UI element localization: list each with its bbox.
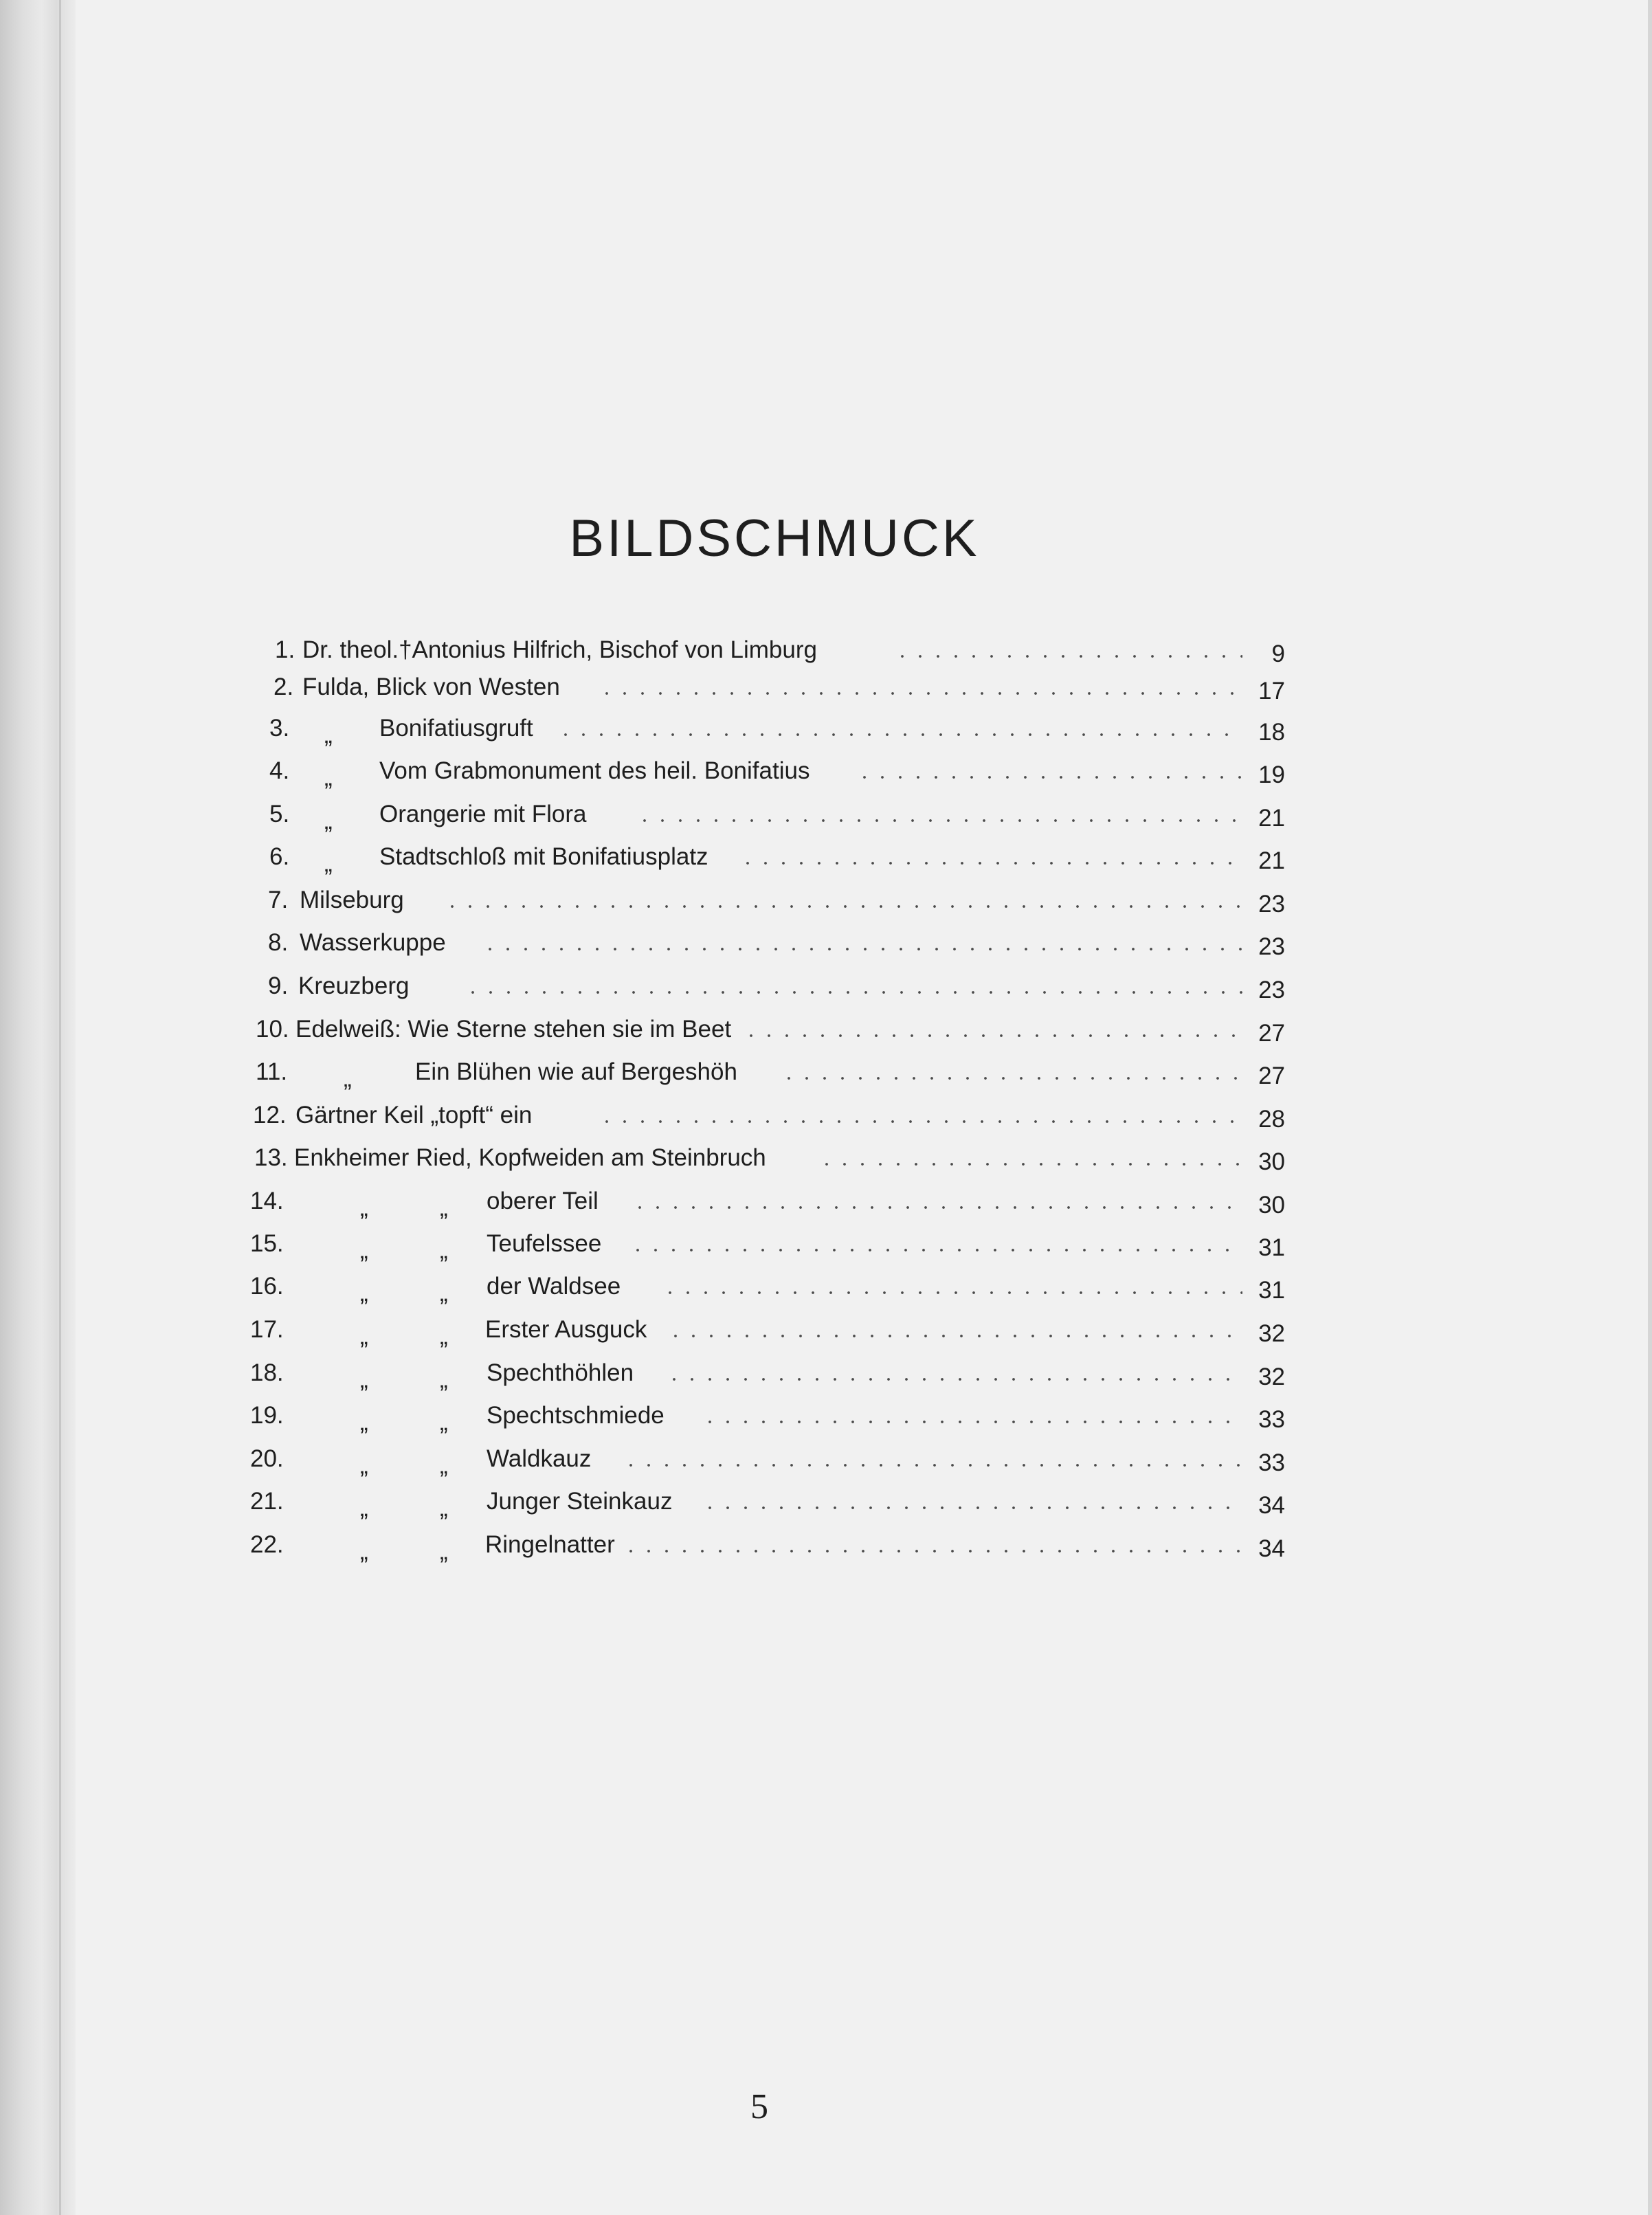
leader-dots [739,861,1242,865]
entry-page: 21 [1258,847,1285,874]
list-item [0,750,1652,792]
entry-page: 17 [1258,678,1285,704]
leader-dots [701,1420,1242,1424]
ditto-mark: „ [360,1280,368,1306]
ditto-mark: „ [360,1495,368,1522]
list-item [0,1009,1652,1050]
entry-page: 32 [1258,1320,1285,1347]
entry-title: Waldkauz [487,1445,592,1472]
entry-page: 23 [1258,977,1285,1003]
entry-number: 3. [269,715,290,742]
entry-number: 12. [253,1102,287,1128]
leader-dots [893,654,1242,658]
list-item [0,1353,1652,1394]
list-item [0,708,1652,749]
ditto-mark-second: „ [440,1538,448,1565]
ditto-mark-second: „ [440,1237,448,1264]
leader-dots [557,733,1242,737]
leader-dots [856,775,1242,779]
entry-title: Orangerie mit Flora [379,801,587,827]
entry-number: 8. [268,929,289,956]
entry-title: Gärtner Keil „topft“ ein [295,1102,533,1128]
entry-title: oberer Teil [487,1188,599,1214]
ditto-mark: „ [324,764,333,791]
list-item [0,1223,1652,1265]
list-item [0,1137,1652,1179]
entry-number: 18. [250,1359,284,1386]
list-item [0,667,1652,708]
leader-dots [818,1162,1242,1166]
list-item [0,1481,1652,1522]
ditto-mark: „ [324,808,333,834]
entry-number: 20. [250,1445,284,1472]
list-item [0,836,1652,878]
entry-number: 10. [256,1016,289,1043]
ditto-mark-second: „ [440,1495,448,1522]
leader-dots [631,1205,1242,1210]
ditto-mark: „ [324,850,333,877]
entry-number: 19. [250,1402,284,1429]
ditto-mark-second: „ [440,1366,448,1393]
ditto-mark: „ [324,722,333,748]
entry-title: Wasserkuppe [300,929,446,956]
leader-dots [636,819,1242,823]
entry-page: 34 [1258,1492,1285,1519]
entry-page: 34 [1258,1535,1285,1562]
entry-number: 16. [250,1273,284,1300]
list-item [0,966,1652,1007]
leader-dots [780,1076,1242,1080]
entry-page: 19 [1258,761,1285,788]
entry-number: 13. [254,1144,288,1171]
entry-page: 33 [1258,1406,1285,1433]
entry-page: 18 [1258,719,1285,746]
ditto-mark: „ [344,1065,352,1092]
list-item [0,1438,1652,1480]
ditto-mark: „ [360,1409,368,1436]
list-item [0,880,1652,921]
ditto-mark: „ [360,1194,368,1221]
entry-number: 4. [269,757,290,784]
list-item [0,1309,1652,1350]
ditto-mark-second: „ [440,1323,448,1350]
ditto-mark: „ [360,1366,368,1393]
leader-dots [443,904,1242,909]
leader-dots [742,1034,1242,1038]
leader-dots [481,947,1242,951]
entry-page: 27 [1258,1062,1285,1089]
entry-page: 23 [1258,891,1285,917]
entry-title: Fulda, Blick von Westen [302,674,560,700]
entry-title: Milseburg [300,887,404,913]
entry-title: Enkheimer Ried, Kopfweiden am Steinbruch [294,1144,766,1171]
entry-number: 11. [256,1058,288,1085]
entry-page: 27 [1258,1020,1285,1047]
entry-title: Teufelssee [487,1230,602,1257]
list-item [0,1524,1652,1566]
list-item [0,1395,1652,1436]
entry-number: 7. [268,887,289,913]
list-item [0,794,1652,835]
leader-dots [667,1334,1242,1338]
ditto-mark: „ [360,1237,368,1264]
entry-title: Ein Blühen wie auf Bergeshöh [415,1058,737,1085]
entry-title: Ringelnatter [485,1531,615,1558]
page-title: BILDSCHMUCK [569,509,980,568]
entry-page: 31 [1258,1277,1285,1304]
entry-title: Edelweiß: Wie Sterne stehen sie im Beet [295,1016,732,1043]
ditto-mark: „ [360,1323,368,1350]
leader-dots [598,1120,1242,1124]
entry-number: 6. [269,843,290,870]
entry-number: 15. [250,1230,284,1257]
ditto-mark-second: „ [440,1409,448,1436]
leader-dots [622,1463,1242,1467]
entry-page: 9 [1271,641,1285,667]
leader-dots [665,1377,1242,1381]
list-item [0,630,1652,671]
entry-number: 9. [268,972,289,999]
entry-title: Dr. theol.†Antonius Hilfrich, Bischof von Limburg [302,636,817,663]
entry-title: Bonifatiusgruft [379,715,533,742]
leader-dots [598,691,1242,695]
list-item [0,1051,1652,1093]
entry-number: 22. [250,1531,284,1558]
entry-title: Spechthöhlen [487,1359,634,1386]
list-item [0,922,1652,964]
ditto-mark: „ [360,1452,368,1479]
entry-title: Erster Ausguck [485,1316,647,1343]
ditto-mark: „ [360,1538,368,1565]
list-item [0,1095,1652,1136]
entry-number: 1. [275,636,295,663]
entry-number: 14. [250,1188,284,1214]
entry-title: Stadtschloß mit Bonifatiusplatz [379,843,708,870]
entry-title: der Waldsee [487,1273,621,1300]
entry-title: Spechtschmiede [487,1402,665,1429]
page-number: 5 [750,2087,768,2126]
entry-page: 33 [1258,1449,1285,1476]
entry-number: 21. [250,1488,284,1515]
entry-page: 31 [1258,1234,1285,1261]
leader-dots [701,1506,1242,1510]
entry-title: Junger Steinkauz [487,1488,673,1515]
entry-page: 28 [1258,1106,1285,1133]
list-item [0,1181,1652,1222]
entry-page: 21 [1258,805,1285,832]
leader-dots [464,990,1242,994]
entry-number: 2. [274,674,294,700]
entry-page: 23 [1258,933,1285,960]
leader-dots [629,1248,1242,1252]
entry-page: 30 [1258,1192,1285,1218]
ditto-mark-second: „ [440,1194,448,1221]
ditto-mark-second: „ [440,1280,448,1306]
ditto-mark-second: „ [440,1452,448,1479]
leader-dots [661,1291,1242,1295]
entry-page: 32 [1258,1363,1285,1390]
entry-number: 17. [250,1316,284,1343]
entry-number: 5. [269,801,290,827]
list-item [0,1266,1652,1307]
leader-dots [622,1549,1242,1553]
entry-title: Kreuzberg [298,972,410,999]
entry-page: 30 [1258,1148,1285,1175]
entry-title: Vom Grabmonument des heil. Bonifatius [379,757,810,784]
